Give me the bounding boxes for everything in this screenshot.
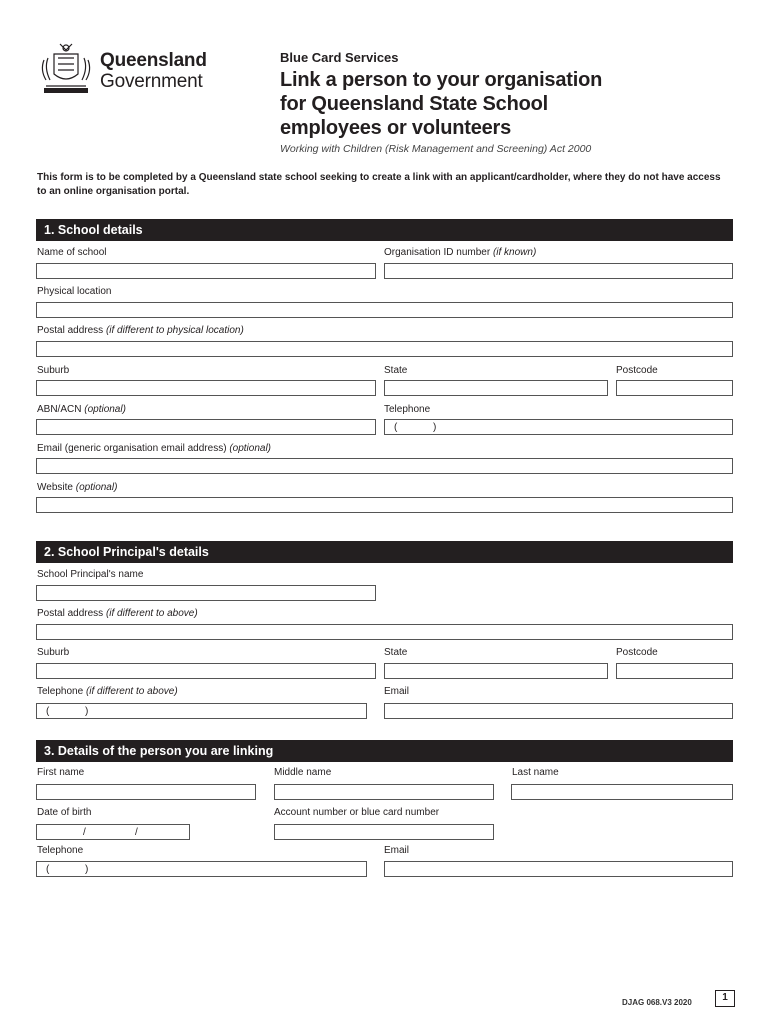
postal-address-input[interactable] (36, 341, 733, 357)
org-id-input[interactable] (384, 263, 733, 279)
email-note: (optional) (229, 443, 272, 454)
act-reference: Working with Children (Risk Management and Screening) Act 2000 (280, 143, 592, 155)
website-label (37, 482, 117, 493)
suburb-label: Suburb (37, 365, 70, 376)
area-code-open: ( (46, 706, 50, 717)
principal-telephone-note: (if different to above) (85, 686, 178, 697)
suburb-input[interactable] (36, 380, 376, 396)
principal-postcode-label: Postcode (616, 647, 658, 658)
section-2-heading: 2. School Principal's details (36, 541, 733, 563)
person-email-label: Email (384, 845, 410, 856)
principal-telephone-label-text: Telephone (37, 686, 84, 697)
abn-note: (optional) (84, 404, 126, 415)
postal-address-label (37, 325, 244, 336)
principal-suburb-label: Suburb (37, 647, 70, 658)
last-name-label: Last name (512, 767, 559, 778)
org-id-label (384, 247, 536, 258)
gov-name-line2: Government (100, 71, 203, 92)
account-number-input[interactable] (274, 824, 494, 840)
coat-of-arms-icon (36, 40, 96, 98)
title-line: Link a person to your organisation (280, 69, 603, 91)
website-input[interactable] (36, 497, 733, 513)
name-of-school-label: Name of school (37, 247, 107, 258)
email-label-text: Email (generic organisation email address) (37, 443, 227, 454)
principal-postal-label (37, 608, 198, 619)
principal-postal-note: (if different to above) (105, 608, 198, 619)
physical-location-label: Physical location (37, 286, 112, 297)
principal-name-input[interactable] (36, 585, 376, 601)
dob-label: Date of birth (37, 807, 92, 818)
section-1-heading: 1. School details (36, 219, 733, 241)
email-input[interactable] (36, 458, 733, 474)
postcode-label: Postcode (616, 365, 658, 376)
abn-input[interactable] (36, 419, 376, 435)
postal-address-label-text: Postal address (37, 325, 104, 336)
area-code-close: ) (433, 422, 437, 433)
area-code-close: ) (85, 706, 89, 717)
abn-label (37, 404, 126, 415)
physical-location-input[interactable] (36, 302, 733, 318)
dob-input[interactable] (36, 824, 190, 840)
person-email-input[interactable] (384, 861, 733, 877)
form-code: DJAG 068.V3 2020 (622, 998, 692, 1007)
postcode-input[interactable] (616, 380, 733, 396)
principal-email-input[interactable] (384, 703, 733, 719)
person-telephone-input[interactable] (36, 861, 367, 877)
title-line: for Queensland State School (280, 93, 548, 115)
page-number: 1 (715, 990, 735, 1007)
area-code-open: ( (46, 864, 50, 875)
area-code-open: ( (394, 422, 398, 433)
org-id-note: (if known) (492, 247, 537, 258)
email-label (37, 443, 271, 454)
principal-telephone-label (37, 686, 178, 697)
principal-postal-label-text: Postal address (37, 608, 104, 619)
principal-postcode-input[interactable] (616, 663, 733, 679)
state-label: State (384, 365, 408, 376)
telephone-label: Telephone (384, 404, 431, 415)
principal-state-label: State (384, 647, 408, 658)
middle-name-input[interactable] (274, 784, 494, 800)
service-name: Blue Card Services (280, 50, 399, 65)
telephone-input[interactable] (384, 419, 733, 435)
state-input[interactable] (384, 380, 608, 396)
dob-slash: / (83, 827, 86, 838)
org-id-label-text: Organisation ID number (384, 247, 491, 258)
abn-label-text: ABN/ACN (37, 404, 82, 415)
principal-state-input[interactable] (384, 663, 608, 679)
principal-name-label: School Principal's name (37, 569, 144, 580)
account-number-label: Account number or blue card number (274, 807, 440, 818)
form-title (280, 68, 640, 140)
website-label-text: Website (37, 482, 73, 493)
first-name-input[interactable] (36, 784, 256, 800)
area-code-close: ) (85, 864, 89, 875)
principal-telephone-input[interactable] (36, 703, 367, 719)
gov-name-line1: Queensland (100, 50, 207, 71)
school-name-input[interactable] (36, 263, 376, 279)
intro-text: This form is to be completed by a Queensland state school seeking to create a link with an applicant/cardholder, where they do not have access to an online organisation portal. (37, 172, 721, 197)
middle-name-label: Middle name (274, 767, 332, 778)
principal-email-label: Email (384, 686, 410, 697)
last-name-input[interactable] (511, 784, 733, 800)
website-note: (optional) (75, 482, 118, 493)
principal-postal-input[interactable] (36, 624, 733, 640)
first-name-label: First name (37, 767, 85, 778)
postal-address-note: (if different to physical location) (105, 325, 244, 336)
person-telephone-label: Telephone (37, 845, 84, 856)
section-3-heading: 3. Details of the person you are linking (36, 740, 733, 762)
principal-suburb-input[interactable] (36, 663, 376, 679)
title-line: employees or volunteers (280, 117, 512, 139)
dob-slash: / (135, 827, 138, 838)
